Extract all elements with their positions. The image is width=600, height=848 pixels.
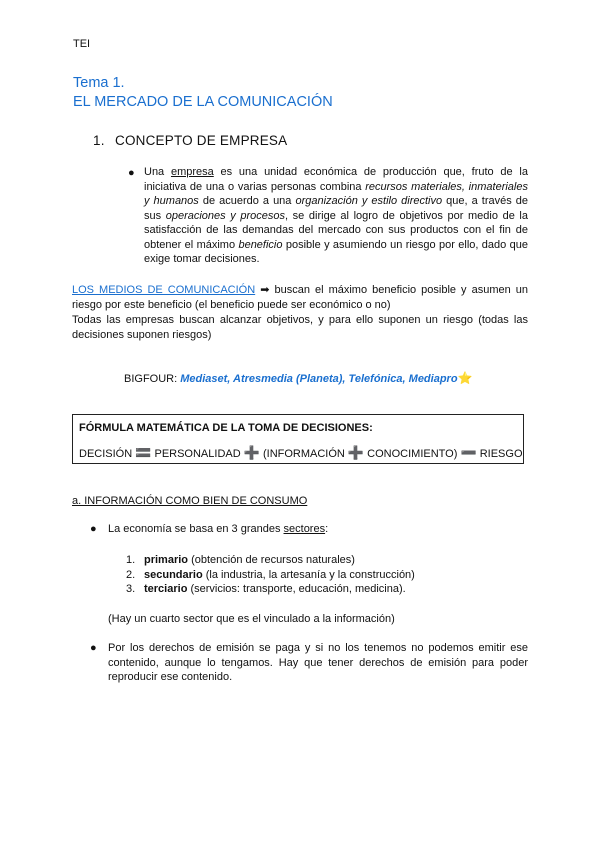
- title-line-2: EL MERCADO DE LA COMUNICACIÓN: [73, 94, 333, 110]
- bullet-icon: ●: [90, 642, 97, 654]
- section-heading: [93, 134, 287, 149]
- medios-link[interactable]: LOS MEDIOS DE COMUNICACIÓN: [72, 284, 256, 296]
- minus-icon: ➖: [460, 445, 477, 460]
- plus-icon: ➕: [243, 445, 260, 460]
- list-item: 3. terciario (servicios: transporte, educación, medicina).: [126, 583, 406, 595]
- todas-paragraph: Todas las empresas buscan alcanzar objetivos, y para ello suponen un riesgo (todas las decisiones suponen riesgos): [72, 314, 528, 341]
- bigfour-brands: Mediaset, Atresmedia (Planeta), Telefónica, Mediapro: [180, 373, 458, 385]
- title-line-1: Tema 1.: [73, 75, 125, 91]
- derechos-bullet: Por los derechos de emisión se paga y si no los tenemos no podemos emitir ese contenido, aunque lo tengamos. Hay que tener derechos de emisión para poder reproducir ese contenido.: [108, 642, 528, 683]
- economia-bullet: La economía se basa en 3 grandes sectores:: [108, 523, 329, 535]
- plus-icon: ➕: [347, 445, 365, 460]
- medios-paragraph: LOS MEDIOS DE COMUNICACIÓN ➡ buscan el máximo beneficio posible y asumen un riesgo por este beneficio (el beneficio puede ser económico o no): [72, 284, 528, 311]
- formula-title: FÓRMULA MATEMÁTICA DE LA TOMA DE DECISIONES:: [79, 422, 373, 434]
- list-item: 2. secundario (la industria, la artesanía y la construcción): [126, 568, 415, 581]
- section-number: 1.: [93, 133, 105, 148]
- list-item: 1. primario (obtención de recursos naturales): [126, 554, 355, 566]
- formula-expression: DECISIÓN 🟰 PERSONALIDAD ➕ (INFORMACIÓN ➕ CONOCIMIENTO) ➖ RIESGO: [79, 445, 523, 460]
- section-title: CONCEPTO DE EMPRESA: [115, 133, 288, 148]
- star-icon: ⭐: [457, 371, 473, 385]
- equals-icon: 🟰: [135, 445, 152, 460]
- bullet-icon: ●: [128, 167, 135, 179]
- document-title: [73, 74, 333, 112]
- empresa-term: empresa: [170, 166, 214, 178]
- cuarto-sector-note: (Hay un cuarto sector que es el vinculado a la información): [108, 613, 395, 625]
- subsection-heading: a. INFORMACIÓN COMO BIEN DE CONSUMO: [72, 495, 308, 507]
- document-header: TEI: [73, 38, 91, 50]
- sectores-term: sectores: [283, 523, 326, 535]
- empresa-definition: Una empresa es una unidad económica de producción que, fruto de la iniciativa de una o varias personas combina recursos materiales, inmateriales y humanos de acuerdo a una organización y estilo directivo que, a través de sus operaciones y procesos, se dirige al logro de objetivos por medio de la satisfacción de las demandas del mercado con sus productos con el fin de obtener el máximo beneficio posible y asumiendo un riesgo por ello, dado que exige tomar decisiones.: [144, 166, 528, 265]
- right-arrow-icon: ➡: [260, 284, 270, 296]
- bigfour-line: BIGFOUR: Mediaset, Atresmedia (Planeta), Telefónica, Mediapro⭐: [124, 371, 473, 385]
- sectors-list: [126, 553, 415, 597]
- bullet-icon: ●: [90, 523, 97, 535]
